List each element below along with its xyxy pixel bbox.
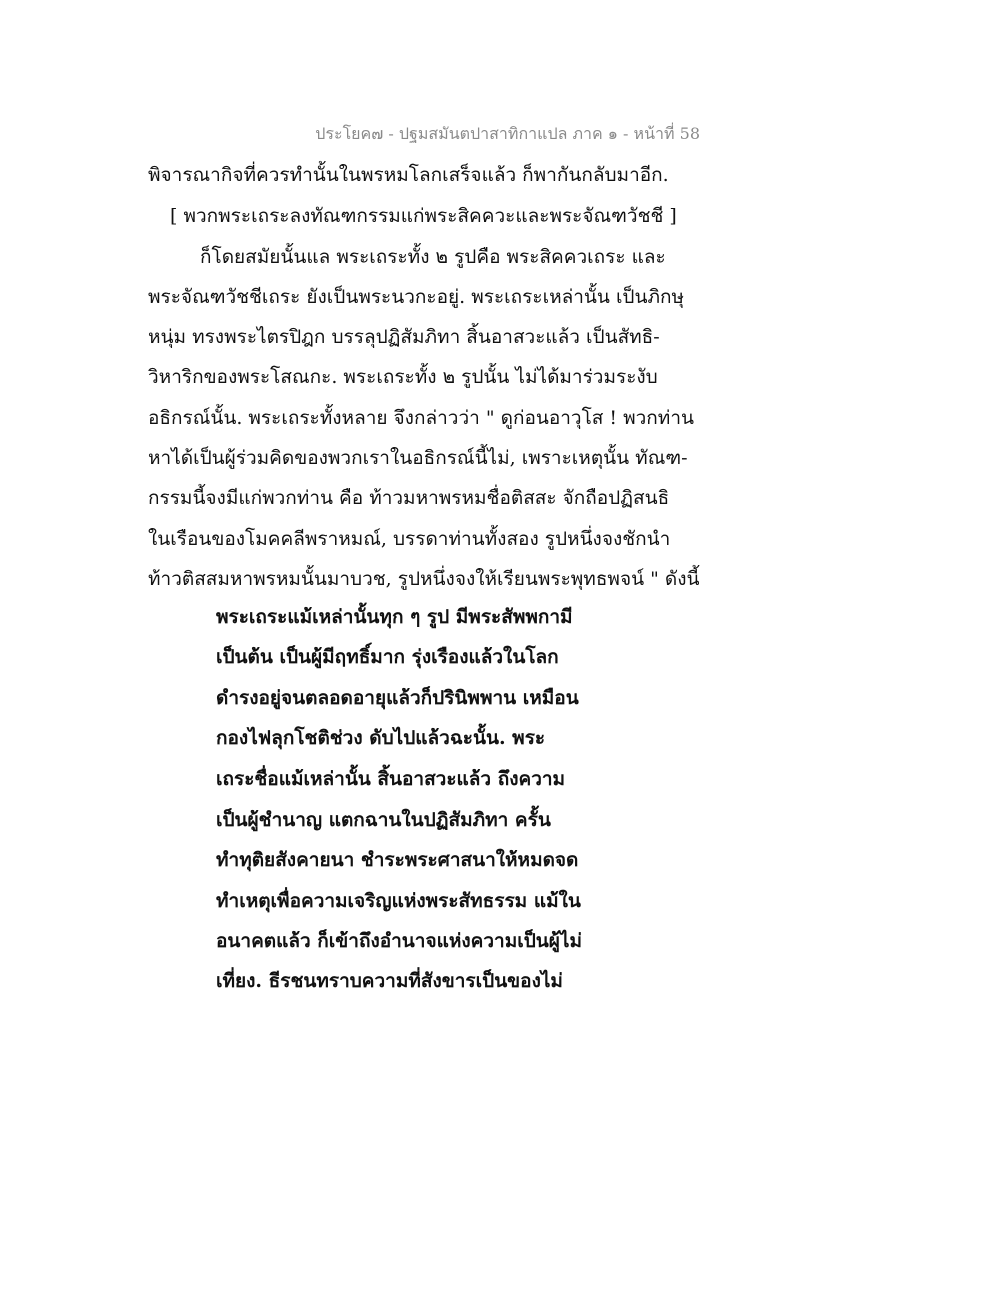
paragraph-line: หาได้เป็นผู้ร่วมคิดของพวกเราในอธิกรณ์นี้ไม่, เพราะเหตุนั้น ทัณฑ- [148, 447, 688, 469]
paragraph-line: หนุ่ม ทรงพระไตรปิฎก บรรลุปฏิสัมภิทา สิ้นอาสวะแล้ว เป็นสัทธิ- [148, 326, 660, 348]
verse-line: ทำเหตุเพื่อความเจริญแห่งพระสัทธรรม แม้ใน [216, 890, 581, 912]
running-header: ประโยค๗ - ปฐมสมันตปาสาทิกาแปล ภาค ๑ - หน้าที่ 58 [315, 124, 700, 143]
verse-line: พระเถระแม้เหล่านั้นทุก ๆ รูป มีพระสัพพกามี [216, 606, 573, 628]
verse-line: กองไฟลุกโชติช่วง ดับไปแล้วฉะนั้น. พระ [216, 727, 546, 749]
verse-line: เป็นต้น เป็นผู้มีฤทธิ์มาก รุ่งเรืองแล้วในโลก [216, 646, 559, 668]
paragraph-line: ก็โดยสมัยนั้นแล พระเถระทั้ง ๒ รูปคือ พระสิคควเถระ และ [200, 246, 666, 268]
intro-line: พิจารณากิจที่ควรทำนั้นในพรหมโลกเสร็จแล้ว ก็พากันกลับมาอีก. [148, 164, 669, 186]
paragraph-line: พระจัณฑวัชชีเถระ ยังเป็นพระนวกะอยู่. พระเถระเหล่านั้น เป็นภิกษุ [148, 286, 685, 308]
verse-line: เป็นผู้ชำนาญ แตกฉานในปฏิสัมภิทา ครั้น [216, 809, 551, 831]
verse-line: เถระชื่อแม้เหล่านั้น สิ้นอาสวะแล้ว ถึงความ [216, 768, 566, 790]
verse-line: ดำรงอยู่จนตลอดอายุแล้วก็ปรินิพพาน เหมือน [216, 687, 579, 709]
paragraph-line: ในเรือนของโมคคลีพราหมณ์, บรรดาท่านทั้งสอง รูปหนึ่งจงชักนำ [148, 528, 671, 550]
verse-line: เที่ยง. ธีรชนทราบความที่สังขารเป็นของไม่ [216, 970, 563, 992]
paragraph-line: วิหาริกของพระโสณกะ. พระเถระทั้ง ๒ รูปนั้น ไม่ได้มาร่วมระงับ [148, 366, 658, 388]
verse-line: อนาคตแล้ว ก็เข้าถึงอำนาจแห่งความเป็นผู้ไม่ [216, 930, 582, 952]
paragraph-line: กรรมนี้จงมีแก่พวกท่าน คือ ท้าวมหาพรหมชื่อติสสะ จักถือปฏิสนธิ [148, 487, 670, 509]
section-heading: [ พวกพระเถระลงทัณฑกรรมแก่พระสิคควะและพระจัณฑวัชชี ] [170, 205, 677, 227]
paragraph-line: ท้าวติสสมหาพรหมนั้นมาบวช, รูปหนึ่งจงให้เรียนพระพุทธพจน์ " ดังนี้ [148, 568, 700, 590]
paragraph-line: อธิกรณ์นั้น. พระเถระทั้งหลาย จึงกล่าวว่า " ดูก่อนอาวุโส ! พวกท่าน [148, 407, 694, 429]
verse-line: ทำทุติยสังคายนา ชำระพระศาสนาให้หมดจด [216, 849, 579, 871]
